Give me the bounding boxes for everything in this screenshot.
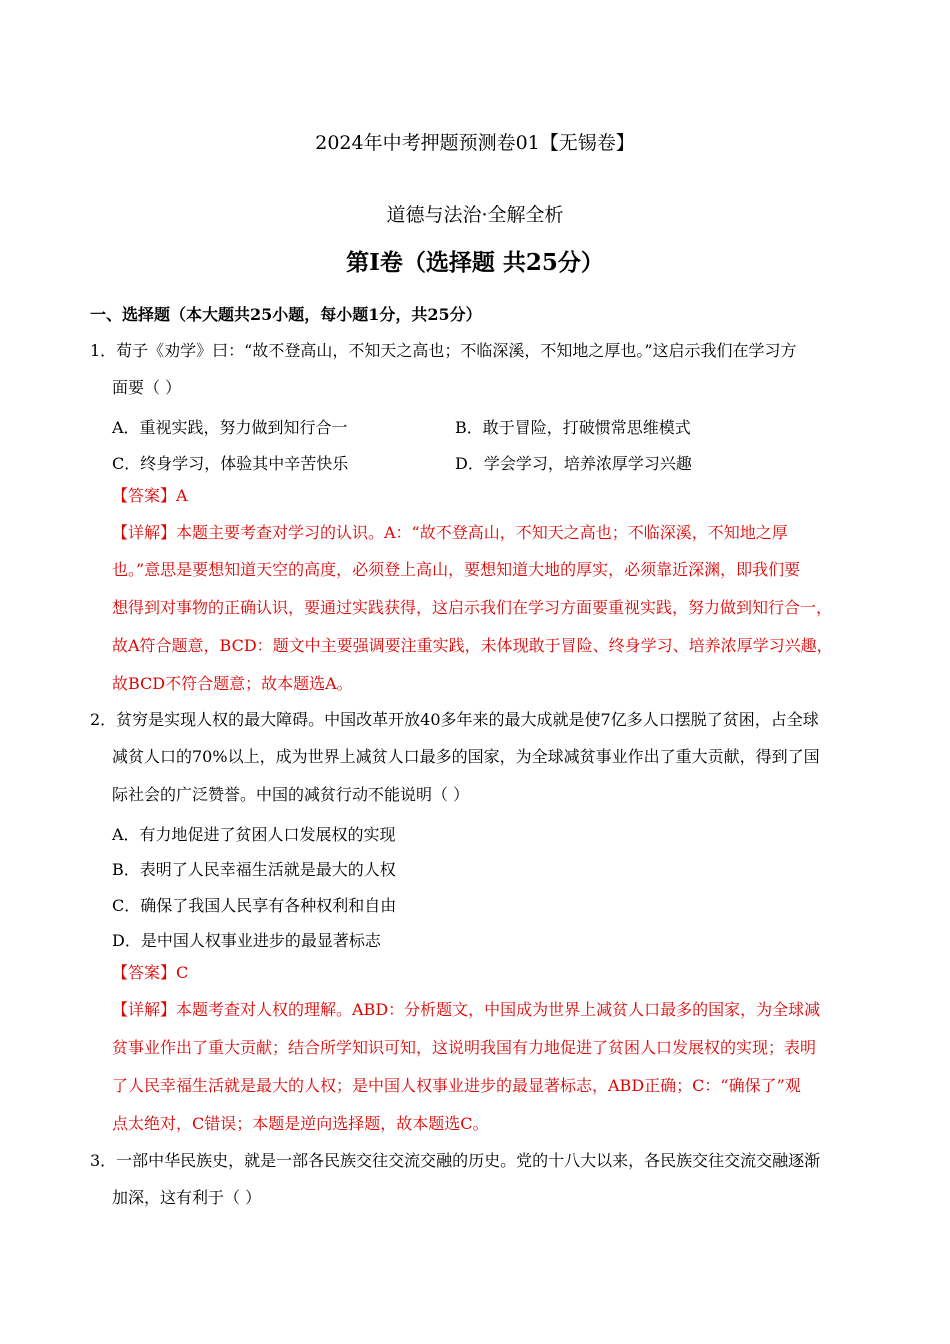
question-1-option-b: B．敢于冒险，打破惯常思维模式 — [455, 418, 691, 437]
question-1-analysis-line-4: 故A符合题意，BCD：题文中主要强调要注重实践，未体现敢于冒险、终身学习、培养浓厚学习兴趣， — [112, 636, 833, 655]
question-3-stem-line-2: 加深，这有利于（ ） — [112, 1188, 262, 1207]
question-2-analysis-line-2: 贫事业作出了重大贡献；结合所学知识可知，这说明我国有力地促进了贫困人口发展权的实现；表明 — [112, 1038, 817, 1057]
question-2-option-b: B．表明了人民幸福生活就是最大的人权 — [112, 860, 396, 879]
volume-heading: 第Ⅰ卷（选择题 共25分） — [346, 249, 604, 276]
question-1-option-d: D．学会学习，培养浓厚学习兴趣 — [455, 454, 692, 473]
question-2-stem-line-3: 际社会的广泛赞誉。中国的减贫行动不能说明（ ） — [112, 785, 470, 804]
question-1-stem-line-1: 1．荀子《劝学》曰：“故不登高山，不知天之高也；不临深溪，不知地之厚也。”这启示我们在学习方 — [90, 341, 797, 360]
question-1-option-c: C．终身学习，体验其中辛苦快乐 — [112, 454, 349, 473]
question-2-option-a: A．有力地促进了贫困人口发展权的实现 — [112, 825, 396, 844]
question-2-analysis-line-1: 【详解】本题考查对人权的理解。ABD：分析题文，中国成为世界上减贫人口最多的国家，为全球减 — [112, 1000, 821, 1019]
question-1-analysis-line-2: 也。”意思是要想知道天空的高度，必须登上高山，要想知道大地的厚实，必须靠近深渊，即我们要 — [112, 560, 801, 579]
question-1-analysis-line-1: 【详解】本题主要考查对学习的认识。A：“故不登高山，不知天之高也；不临深溪，不知地之厚 — [112, 523, 788, 542]
question-1-answer: 【答案】A — [112, 486, 188, 505]
question-2-answer: 【答案】C — [112, 963, 189, 982]
question-1-analysis-line-3: 想得到对事物的正确认识，要通过实践获得，这启示我们在学习方面要重视实践，努力做到知行合一， — [112, 598, 833, 617]
section-heading: 一、选择题（本大题共25小题，每小题1分，共25分） — [90, 305, 482, 324]
question-2-analysis-line-3: 了人民幸福生活就是最大的人权；是中国人权事业进步的最显著标志，ABD正确；C：“确保了”观 — [112, 1076, 801, 1095]
exam-title: 2024年中考押题预测卷01【无锡卷】 — [315, 132, 635, 154]
question-2-option-d: D．是中国人权事业进步的最显著标志 — [112, 931, 381, 950]
question-1-option-a: A．重视实践，努力做到知行合一 — [112, 418, 348, 437]
question-2-stem-line-2: 减贫人口的70%以上，成为世界上减贫人口最多的国家，为全球减贫事业作出了重大贡献，得到了国 — [112, 747, 820, 766]
question-3-stem-line-1: 3．一部中华民族史，就是一部各民族交往交流交融的历史。党的十八大以来，各民族交往交流交融逐渐 — [90, 1151, 821, 1170]
question-2-stem-line-1: 2．贫穷是实现人权的最大障碍。中国改革开放40多年来的最大成就是使7亿多人口摆脱了贫困，占全球 — [90, 710, 819, 729]
question-2-analysis-line-4: 点太绝对，C错误；本题是逆向选择题，故本题选C。 — [112, 1114, 489, 1133]
exam-subtitle: 道德与法治·全解全析 — [386, 204, 564, 226]
question-2-option-c: C．确保了我国人民享有各种权利和自由 — [112, 896, 397, 915]
question-1-analysis-line-5: 故BCD不符合题意；故本题选A。 — [112, 674, 353, 693]
question-1-stem-line-2: 面要（ ） — [112, 378, 182, 397]
